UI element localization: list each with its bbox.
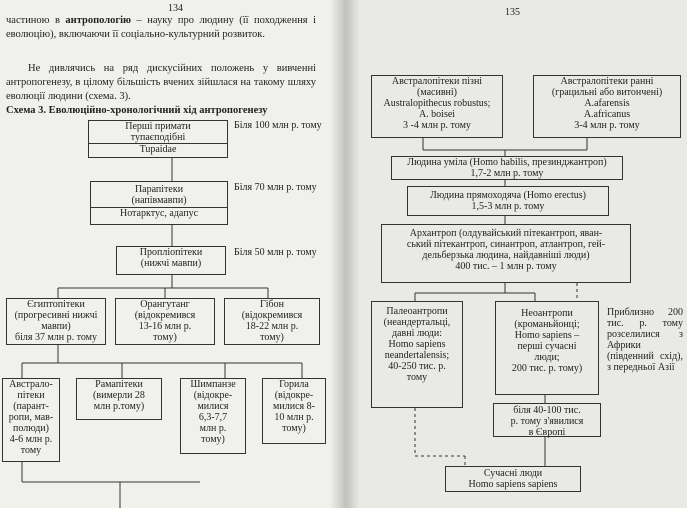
book-gutter bbox=[330, 0, 360, 508]
box-early-australopithecus: Австралопітеки ранні (грацильні або витончені) A.afarensis A.africanus 3-4 млн р. тому bbox=[533, 75, 681, 138]
page-number-left: 134 bbox=[168, 3, 183, 14]
note-parapithecus: Біля 70 млн р. тому bbox=[234, 182, 317, 193]
note-first-primates: Біля 100 млн р. тому bbox=[234, 120, 322, 131]
right-page bbox=[345, 0, 687, 508]
box-gibbon: Гібон (відокремився 18-22 млн р. тому) bbox=[224, 298, 320, 345]
scheme-title: Схема 3. Еволюційно-хронологічний хід антропогенезу bbox=[6, 105, 268, 116]
box-modern-humans: Сучасні люди Homo sapiens sapiens bbox=[445, 466, 581, 492]
box-egyptopithecus: Єгиптопітеки (прогресивні нижчі мавпи) біля 37 млн р. тому bbox=[6, 298, 106, 345]
box-first-primates: Перші примати тупаєподібні Tupaidae bbox=[88, 120, 228, 158]
box-ramapithecus: Рамапітеки (вимерли 28 млн р.тому) bbox=[76, 378, 162, 420]
box-archanthropus: Архантроп (олдувайський пітекантроп, яван- ський пітекантроп, синантроп, атлантроп, гей- дельберзька людина, найдавніші люди) 400 тис. – 1 млн р. тому bbox=[381, 224, 631, 283]
box-parapithecus: Парапітеки (напівмавпи) Нотарктус, адапус bbox=[90, 181, 228, 225]
paragraph-1: частиною в антропологію – науку про людину (її походження і еволюцію), включаючи її соціально-культурний розвиток. bbox=[6, 15, 317, 40]
box-homo-habilis: Людина уміла (Homo habilis, презинджантроп) 1,7-2 млн р. тому bbox=[391, 156, 623, 180]
box-late-australopithecus: Австралопітеки пізні (масивні) Australopitheсus robustus; A. boisei 3 -4 млн р. тому bbox=[371, 75, 503, 138]
box-gorilla: Горила (відокре- милися 8- 10 млн р. тому) bbox=[262, 378, 326, 444]
page-number-right: 135 bbox=[505, 7, 520, 18]
box-neoanthropus: Неоантропи (кроманьйонці; Homo sapiens – перші сучасні люди; 200 тис. р. тому) bbox=[495, 301, 599, 395]
paragraph-2: Не дивлячись на ряд дискусійних положень у вивченні антропогенезу, в цілому більшість вчених зійшлася на такому шляху еволюції людини (схема. 3). bbox=[6, 63, 316, 102]
note-neoanthropus-spread: Приблизно 200 тис. р. тому розселилися з Африки (південний схід), з передньої Азії bbox=[607, 307, 683, 373]
box-homo-erectus: Людина прямоходяча (Homo erectus) 1,5-3 млн р. тому bbox=[407, 186, 609, 216]
box-orangutan: Орангутанг (відокремився 13-16 млн р. тому) bbox=[115, 298, 215, 345]
box-europe: біля 40-100 тис. р. тому з'явилися в Європі bbox=[493, 403, 601, 437]
box-australopithecus: Австрало- пітеки (парант- ропи, мав- полюди) 4-6 млн р. тому bbox=[2, 378, 60, 462]
box-paleoanthropus: Палеоантропи (неандертальці, давні люди: Homo sapiens neandertalensis; 40-250 тис. р. тому bbox=[371, 301, 463, 408]
box-propliopithecus: Пропліопітеки (нижчі мавпи) bbox=[116, 246, 226, 275]
note-propliopithecus: Біля 50 млн р. тому bbox=[234, 247, 317, 258]
box-chimpanzee: Шимпанзе (відокре- милися 6,3-7,7 млн р. тому) bbox=[180, 378, 246, 454]
